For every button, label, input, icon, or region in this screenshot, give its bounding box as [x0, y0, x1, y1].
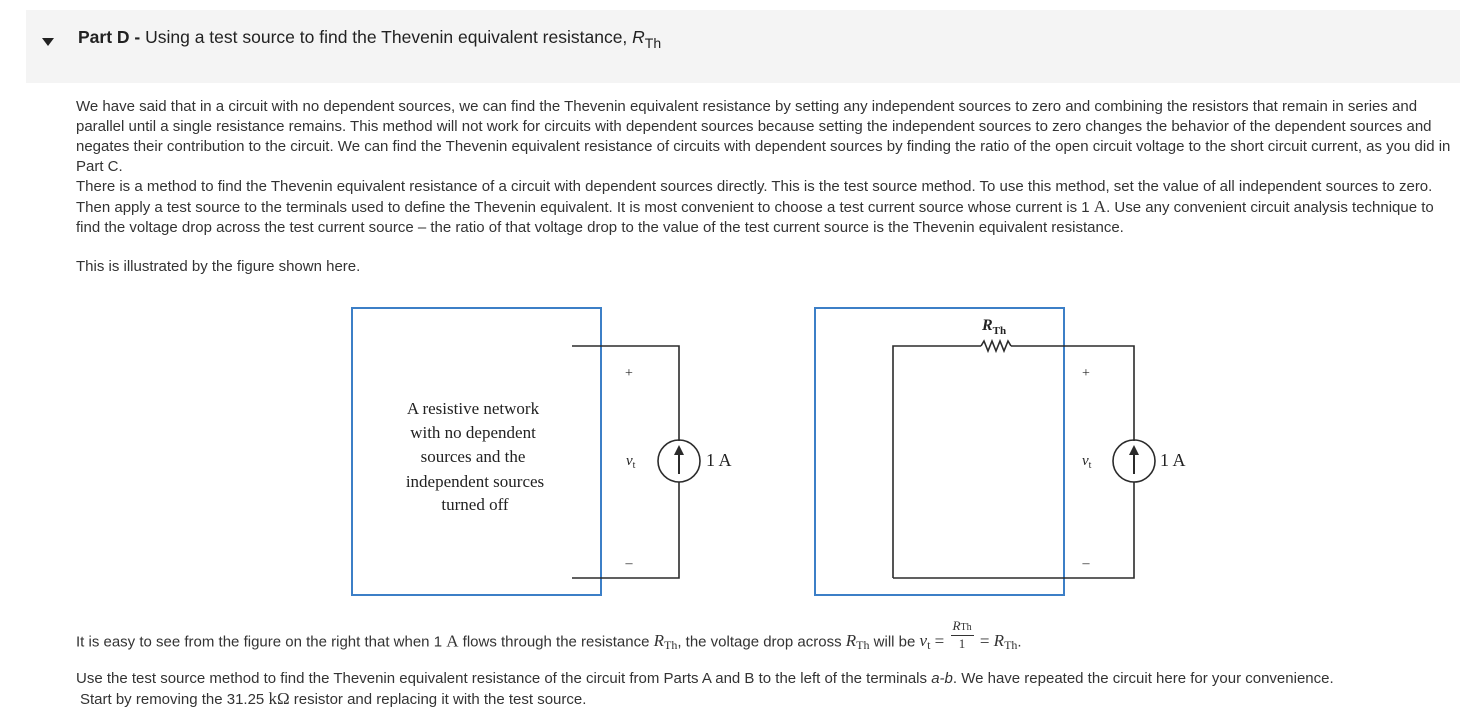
right-source-label: 1 A: [1160, 450, 1186, 470]
left-minus: –: [625, 556, 633, 571]
terminals-label: a-b: [931, 670, 953, 687]
right-top-wire: [1011, 346, 1134, 441]
statement-text-b: flows through the resistance: [458, 633, 654, 651]
statement-text-c: , the voltage drop across: [677, 633, 846, 651]
p2-text-b: . Use any convenient circuit analysis technique to find the voltage drop across the test current source – the ratio of that voltage drop to the value of the test current source is the Thevenin equivalent resistance.: [76, 199, 1434, 236]
p2-text-a: There is a method to find the Thevenin equivalent resistance of a circuit with dependent sources directly. This is the test source method. To use this method, set the value of all independent sources to zero. Then apply a test source to the terminals used to define the Thevenin equivalent. It is most convenient to choose a test current source whose current is 1: [76, 178, 1433, 216]
statement-unit: A: [446, 631, 459, 651]
right-plus: +: [1082, 366, 1090, 381]
left-box-line-2: with no dependent: [410, 423, 536, 442]
right-source-arrow-icon: [1129, 445, 1139, 474]
right-vt: $v_t$: [1082, 453, 1092, 471]
left-top-wire: [572, 346, 679, 441]
statement-rth-result: RTh: [993, 631, 1018, 653]
intro-paragraph-2: [76, 177, 1456, 238]
thevenin-box: [815, 308, 1064, 595]
left-source-arrow-icon: [674, 445, 684, 474]
rth-label: $R_{Th}$: [982, 317, 1007, 337]
right-circuit: [815, 308, 1186, 595]
intro-paragraph-3: This is illustrated by the figure shown here.: [76, 258, 361, 275]
intro-paragraph-1: We have said that in a circuit with no dependent sources, we can find the Thevenin equivalent resistance by setting any independent sources to zero and combining the resistors that remain in series and parallel until a single resistance remains. This method will not work for circuits with dependent sources because setting the independent sources to zero changes the behavior of the dependent sources and negates their contribution to the circuit. We can find the Thevenin equivalent resistance of circuits with dependent sources by finding the ratio of the open circuit voltage to the short circuit current, as you did in Part C.: [76, 98, 1451, 175]
instruction-paragraph: [76, 669, 1456, 710]
title-text: Using a test source to find the Thevenin equivalent resistance,: [145, 27, 633, 47]
instruction-text-a: Use the test source method to find the Thevenin equivalent resistance of the circuit from Parts A and B to the left of the terminals: [76, 670, 932, 687]
statement-paragraph: [76, 618, 1456, 659]
left-box-line-3: sources and the: [420, 447, 526, 466]
statement-text-a: It is easy to see from the figure on the right that when 1: [76, 633, 447, 651]
collapse-caret-icon[interactable]: [42, 38, 54, 46]
instruction-text-b: . We have repeated the circuit here for your convenience.: [952, 670, 1334, 687]
left-circuit: [352, 308, 732, 595]
part-title: [78, 27, 662, 51]
instruction-text-d: resistor and replacing it with the test source.: [289, 691, 587, 708]
left-box-line-5: turned off: [441, 495, 509, 514]
rth-resistor-zigzag: [981, 341, 1011, 351]
left-plus: +: [625, 366, 633, 381]
instruction-text-c: Start by removing the 31.25: [80, 691, 269, 708]
kohm-unit: kΩ: [268, 689, 290, 708]
part-label: Part D -: [78, 27, 146, 47]
part-header[interactable]: [26, 10, 1460, 83]
right-bottom-wire: [893, 482, 1134, 578]
title-var: R: [632, 27, 645, 47]
statement-rth-1: RTh: [653, 631, 678, 653]
statement-vt: vt: [919, 631, 931, 653]
p2-unit: A: [1093, 197, 1107, 216]
equals-sign-2: =: [975, 631, 994, 651]
right-left-top-wire: [893, 346, 981, 578]
left-box-line-4: independent sources: [405, 472, 545, 491]
right-minus: –: [1082, 556, 1090, 571]
left-source-label: 1 A: [706, 450, 732, 470]
statement-period: .: [1017, 633, 1022, 651]
left-vt: $v_t$: [626, 453, 636, 471]
test-source-figure: [0, 290, 1475, 610]
equals-sign: =: [930, 631, 949, 651]
left-box-line-1: A resistive network: [406, 399, 540, 418]
statement-rth-2: RTh: [845, 631, 870, 653]
rth-over-one-fraction: $\frac{\text{RTh}}{1}$: [952, 618, 972, 651]
statement-text-d: will be: [869, 633, 920, 651]
title-sub: Th: [644, 35, 662, 51]
